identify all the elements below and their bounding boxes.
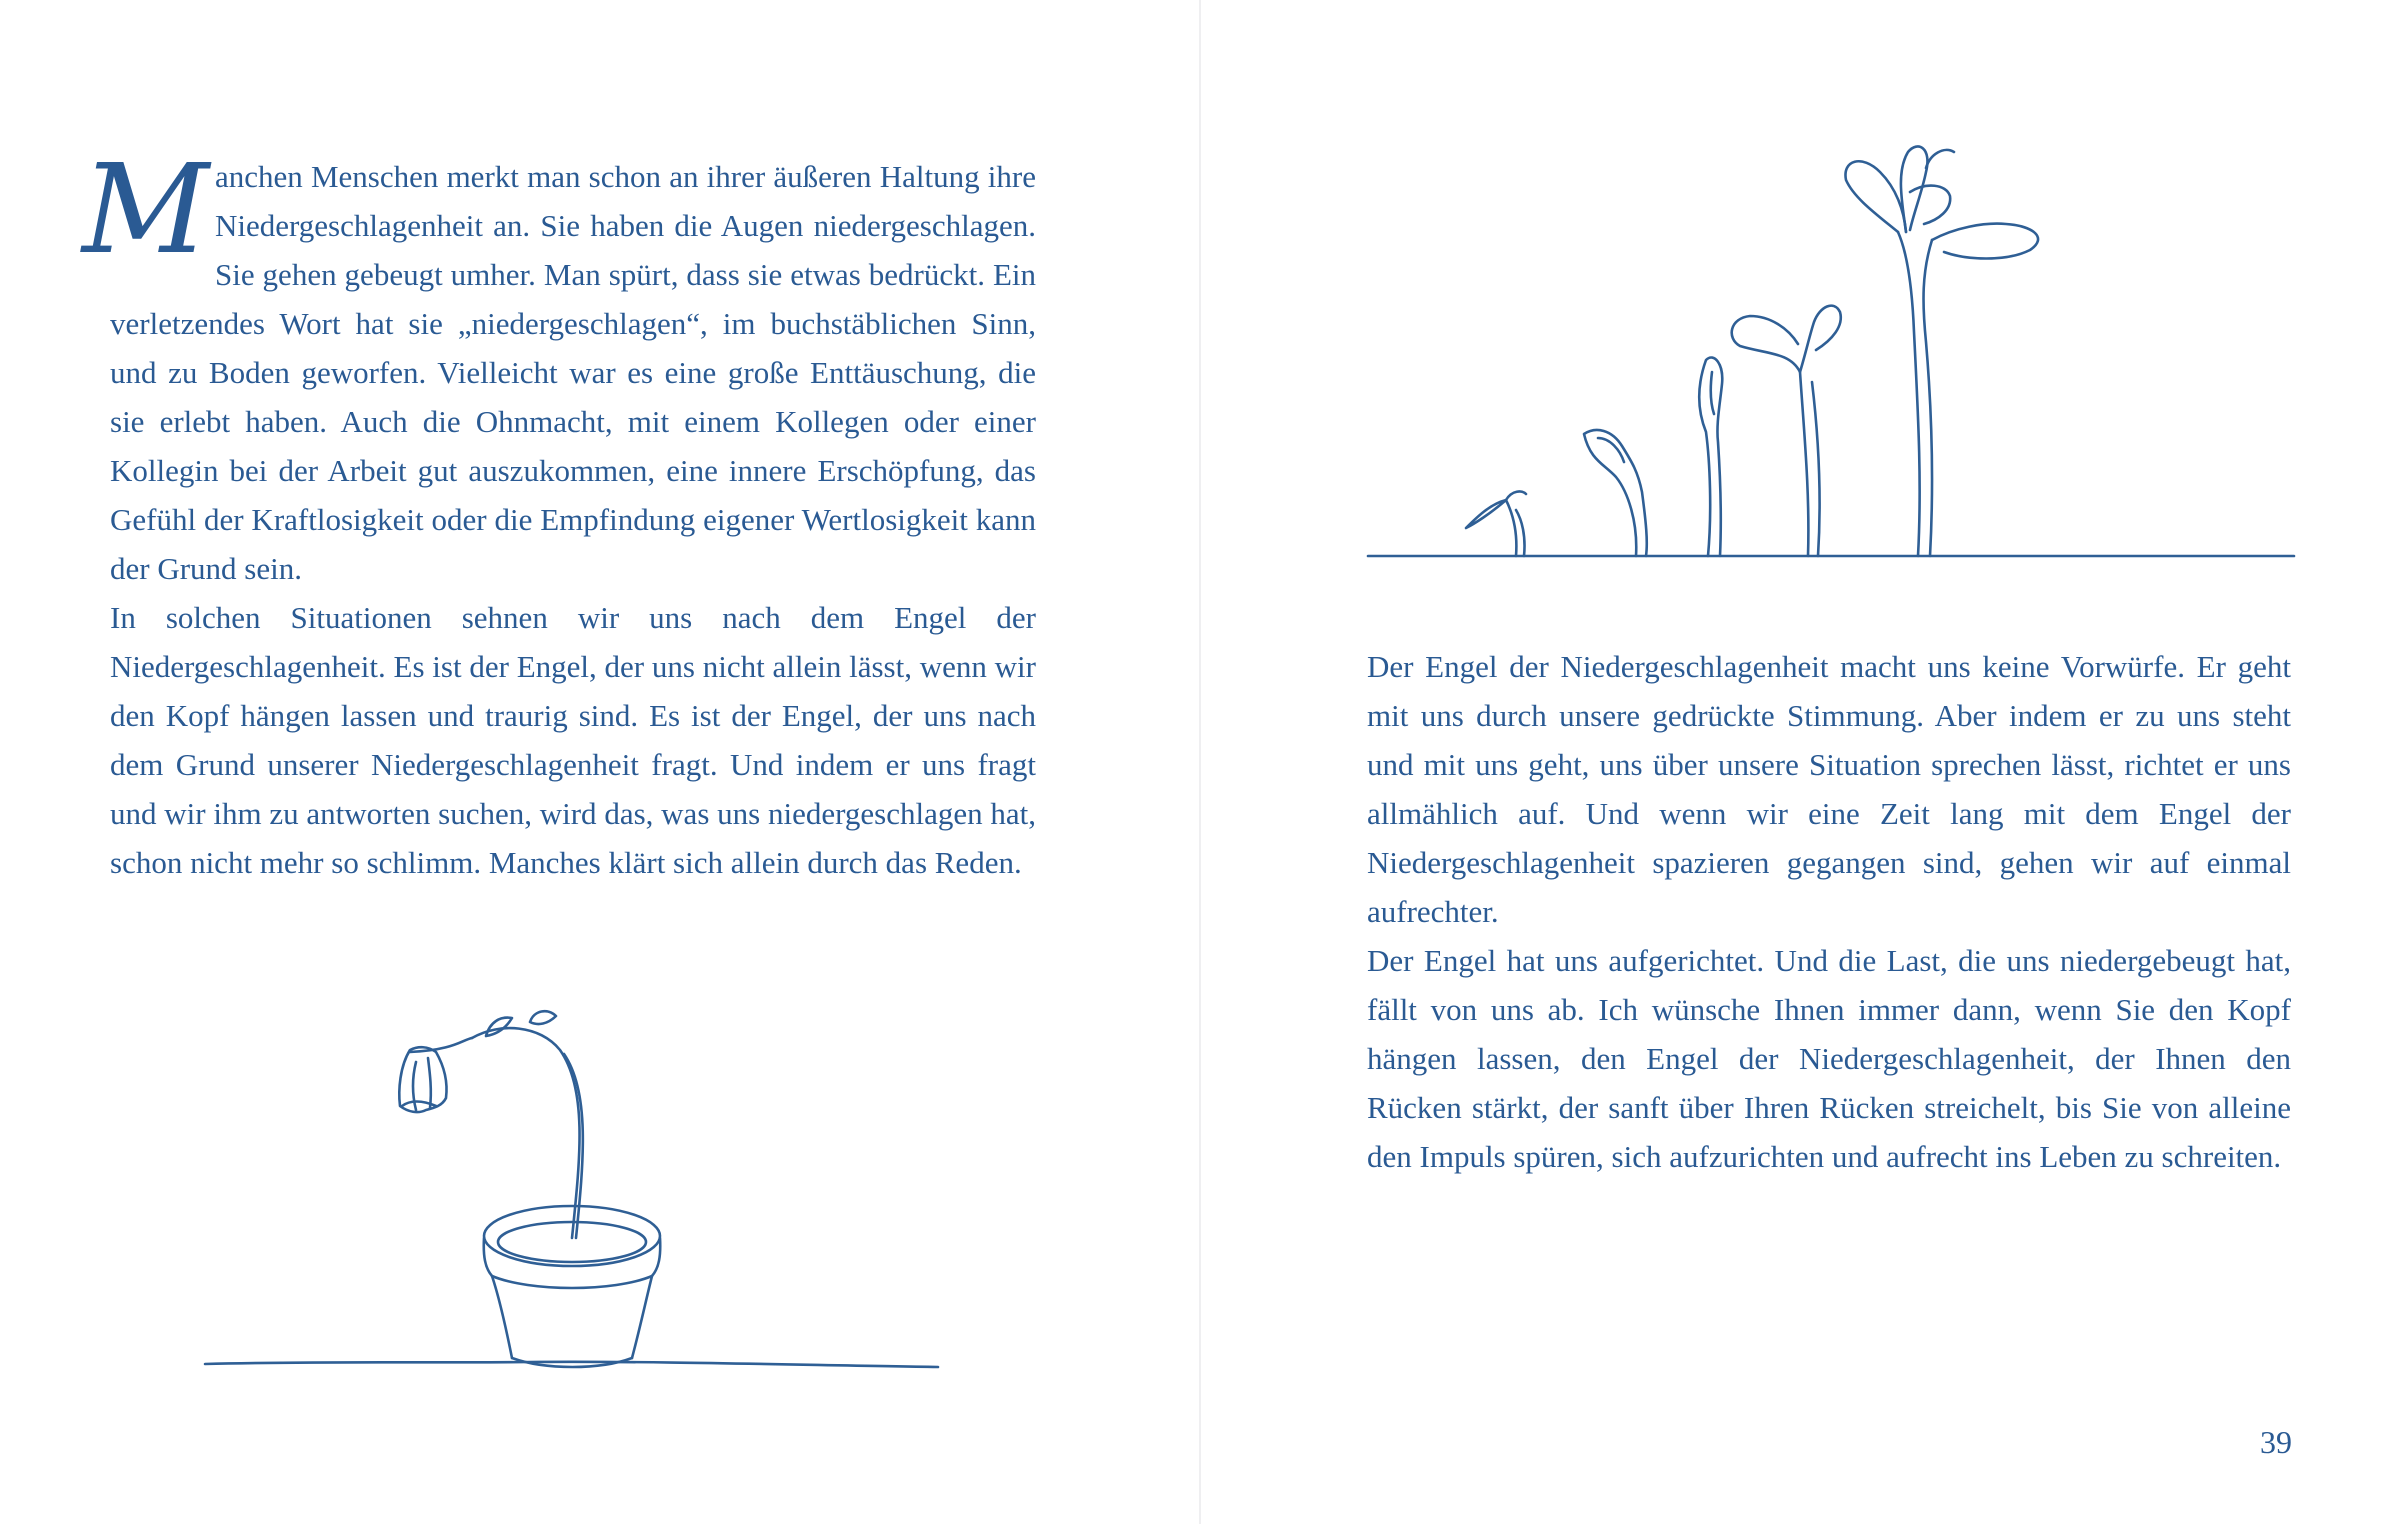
right-text-block — [1367, 642, 2291, 1181]
right-paragraph-2: Der Engel hat uns aufgerichtet. Und die Last, die uns niedergebeugt hat, fällt von uns ab. Ich wünsche Ihnen immer dann, wenn Sie den Kopf hängen lassen, den Engel der Niedergeschlagenheit, der Ihnen den Rücken stärkt, der sanft über Ihren Rücken streichelt, bis Sie von alleine den Impuls spüren, sich aufzurichten und aufrecht ins Leben zu schreiten. — [1367, 943, 2291, 1174]
left-paragraph-1 — [82, 138, 1036, 593]
left-paragraph-2: In solchen Situationen sehnen wir uns nach dem Engel der Niedergeschlagenheit. Es ist der Engel, der uns nicht allein lässt, wenn wir den Kopf hängen lassen und traurig sind. Es ist der Engel, der uns nach dem Grund unserer Niedergeschlagenheit fragt. Und indem er uns fragt und wir ihm zu antworten suchen, wird das, was uns niedergeschlagen hat, schon nicht mehr so schlimm. Manches klärt sich allein durch das Reden. — [110, 600, 1036, 880]
right-paragraph-1: Der Engel der Niedergeschlagenheit macht uns keine Vorwürfe. Er geht mit uns durch unsere gedrückte Stimmung. Aber indem er zu uns steht und mit uns geht, uns über unsere Situation sprechen lässt, richtet er uns allmählich auf. Und wenn wir eine Zeit lang mit dem Engel der Niedergeschlagenheit spazieren gegangen sind, gehen wir auf einmal aufrechter. — [1367, 649, 2291, 929]
page-number: 39 — [2260, 1424, 2292, 1460]
left-text-block — [82, 138, 1036, 887]
left-page — [0, 0, 1199, 1524]
left-paragraph-1-text: anchen Menschen merkt man schon an ihrer äußeren Haltung ihre Niedergeschlagenheit an. Sie haben die Augen niedergeschlagen. Sie gehen gebeugt umher. Man spürt, dass sie etwas bedrückt. Ein verletzendes Wort hat sie „niedergeschlagen“, im buchstäblichen Sinn, und zu Boden geworfen. Vielleicht war es eine große Enttäuschung, die sie erlebt haben. Auch die Ohnmacht, mit einem Kollegen oder einer Kollegin bei der Arbeit gut auszukommen, eine innere Erschöpfung, das Gefühl der Kraftlosigkeit oder die Empfindung eigener Wertlosigkeit kann der Grund sein. — [110, 159, 1036, 586]
wilted-flower-pot-icon — [200, 1010, 940, 1380]
growing-seedlings-icon — [1366, 132, 2296, 562]
dropcap-letter: M — [82, 138, 209, 282]
right-page — [1201, 0, 2400, 1524]
